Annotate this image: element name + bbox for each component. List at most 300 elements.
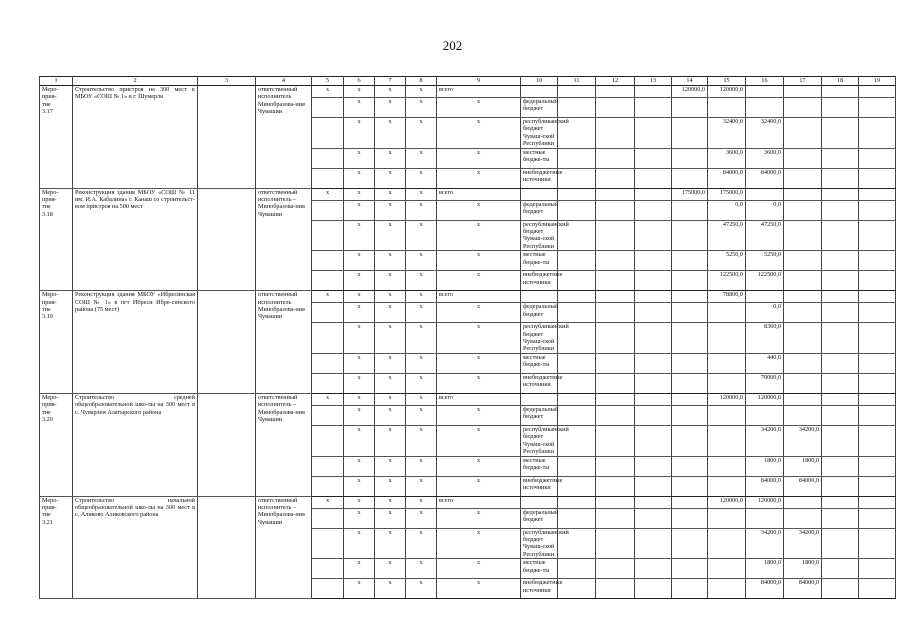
- empty-cell: [672, 579, 708, 599]
- x-mark-cell: x: [344, 251, 375, 271]
- column-number: 19: [859, 77, 896, 86]
- x-mark-cell: x: [344, 393, 375, 405]
- column-number: 18: [822, 77, 859, 86]
- x-mark-cell: x: [437, 508, 521, 528]
- empty-cell: [822, 393, 859, 405]
- x-mark-cell: x: [406, 251, 437, 271]
- x-mark-cell: x: [312, 86, 344, 98]
- empty-cell: [672, 456, 708, 476]
- empty-cell: [859, 188, 896, 200]
- amount-cell-16: 34200,0: [784, 528, 822, 559]
- x-mark-cell: x: [406, 425, 437, 456]
- empty-cell: [859, 425, 896, 456]
- empty-cell: [672, 168, 708, 188]
- empty-cell: [672, 508, 708, 528]
- empty-cell: [822, 456, 859, 476]
- column-number: 13: [635, 77, 672, 86]
- empty-cell: [635, 323, 672, 354]
- amount-cell-14: 32400,0: [708, 118, 746, 149]
- amount-cell-16: [784, 118, 822, 149]
- amount-cell-15: 1800,0: [746, 559, 784, 579]
- amount-cell-14: [672, 496, 708, 508]
- measure-name-cell: Строительство пристроя на 300 мест к МБОУ «СОШ № 1» в г. Шумерля: [73, 86, 198, 189]
- empty-cell: [822, 118, 859, 149]
- empty-cell: [635, 118, 672, 149]
- empty-cell: [635, 168, 672, 188]
- amount-cell-14: [708, 456, 746, 476]
- empty-cell: [596, 496, 635, 508]
- x-mark-cell: x: [344, 496, 375, 508]
- column-number: 12: [596, 77, 635, 86]
- x-mark-cell: x: [375, 393, 406, 405]
- x-mark-cell: x: [344, 579, 375, 599]
- empty-cell: [859, 496, 896, 508]
- empty-cell: [822, 291, 859, 303]
- x-mark-cell: x: [344, 220, 375, 251]
- funding-source-cell: местные бюдже-ты: [521, 456, 558, 476]
- x-mark-cell: x: [344, 98, 375, 118]
- executor-cell: [312, 353, 344, 373]
- amount-cell-15: 120000,0: [708, 393, 746, 405]
- amount-cell-16: 120000,0: [746, 393, 784, 405]
- empty-cell: [784, 393, 822, 405]
- column-number: 17: [784, 77, 822, 86]
- executor-cell: [312, 528, 344, 559]
- amount-cell-14: 3600,0: [708, 148, 746, 168]
- empty-cell: [558, 303, 596, 323]
- x-mark-cell: x: [406, 86, 437, 98]
- funding-source-cell: федеральный бюджет: [521, 98, 558, 118]
- empty-cell: [558, 456, 596, 476]
- empty-cell: [596, 579, 635, 599]
- empty-cell: [859, 508, 896, 528]
- x-mark-cell: x: [406, 271, 437, 291]
- x-mark-cell: x: [437, 251, 521, 271]
- x-mark-cell: x: [344, 200, 375, 220]
- x-mark-cell: x: [375, 148, 406, 168]
- column-number: 2: [73, 77, 198, 86]
- empty-cell: [672, 476, 708, 496]
- empty-cell: [596, 528, 635, 559]
- executor-cell: [312, 373, 344, 393]
- amount-cell-14: [672, 291, 708, 303]
- x-mark-cell: x: [375, 496, 406, 508]
- empty-cell: [521, 496, 558, 508]
- empty-cell: [784, 188, 822, 200]
- empty-cell: [596, 323, 635, 354]
- x-mark-cell: x: [406, 200, 437, 220]
- empty-cell: [635, 528, 672, 559]
- empty-cell: [635, 303, 672, 323]
- x-mark-cell: x: [406, 456, 437, 476]
- x-mark-cell: x: [437, 98, 521, 118]
- empty-cell: [558, 271, 596, 291]
- amount-cell-15: 122500,0: [746, 271, 784, 291]
- x-mark-cell: x: [375, 405, 406, 425]
- amount-cell-16: [784, 271, 822, 291]
- empty-cell: [596, 271, 635, 291]
- empty-cell: [635, 148, 672, 168]
- empty-cell: [558, 291, 596, 303]
- amount-cell-15: 34200,0: [746, 425, 784, 456]
- amount-cell-14: [708, 98, 746, 118]
- empty-cell: [859, 353, 896, 373]
- empty-cell: [558, 476, 596, 496]
- column-number: 5: [312, 77, 344, 86]
- x-mark-cell: x: [406, 188, 437, 200]
- empty-cell: [822, 303, 859, 323]
- x-mark-cell: x: [437, 559, 521, 579]
- funding-source-cell: внебюджетные источники: [521, 168, 558, 188]
- x-mark-cell: x: [406, 323, 437, 354]
- empty-cell: [822, 353, 859, 373]
- amount-cell-15: 34200,0: [746, 528, 784, 559]
- x-mark-cell: x: [344, 373, 375, 393]
- column-number: 6: [344, 77, 375, 86]
- amount-cell-16: [784, 373, 822, 393]
- amount-cell-14: [708, 559, 746, 579]
- empty-cell: [859, 220, 896, 251]
- empty-cell: [672, 323, 708, 354]
- column-number: 8: [406, 77, 437, 86]
- amount-cell-16: [784, 323, 822, 354]
- amount-cell-14: [708, 405, 746, 425]
- x-mark-cell: x: [437, 271, 521, 291]
- column-3-cell: [198, 291, 256, 394]
- empty-cell: [672, 118, 708, 149]
- amount-cell-15: 84000,0: [746, 168, 784, 188]
- x-mark-cell: x: [375, 508, 406, 528]
- amount-cell-14: [708, 353, 746, 373]
- empty-cell: [596, 373, 635, 393]
- empty-cell: [672, 353, 708, 373]
- x-mark-cell: x: [375, 476, 406, 496]
- x-mark-cell: x: [375, 303, 406, 323]
- x-mark-cell: x: [375, 200, 406, 220]
- amount-cell-15: [746, 98, 784, 118]
- amount-cell-16: [784, 200, 822, 220]
- empty-cell: [822, 98, 859, 118]
- x-mark-cell: x: [312, 393, 344, 405]
- column-number: 4: [256, 77, 312, 86]
- empty-cell: [635, 393, 672, 405]
- amount-cell-14: [708, 476, 746, 496]
- amount-cell-16: 1800,0: [784, 456, 822, 476]
- amount-cell-16: [784, 220, 822, 251]
- empty-cell: [558, 559, 596, 579]
- empty-cell: [672, 271, 708, 291]
- empty-cell: [784, 86, 822, 98]
- empty-cell: [635, 353, 672, 373]
- x-mark-cell: x: [375, 353, 406, 373]
- empty-cell: [596, 118, 635, 149]
- x-mark-cell: x: [406, 353, 437, 373]
- x-mark-cell: x: [437, 148, 521, 168]
- executor-cell: [312, 200, 344, 220]
- empty-cell: [859, 200, 896, 220]
- empty-cell: [859, 456, 896, 476]
- empty-cell: [822, 251, 859, 271]
- executor-cell: [312, 456, 344, 476]
- table-row: [40, 188, 896, 200]
- empty-cell: [635, 373, 672, 393]
- empty-cell: [635, 200, 672, 220]
- empty-cell: [859, 476, 896, 496]
- x-mark-cell: x: [375, 291, 406, 303]
- empty-cell: [859, 86, 896, 98]
- column-number: 14: [672, 77, 708, 86]
- x-mark-cell: x: [344, 476, 375, 496]
- empty-cell: [558, 508, 596, 528]
- x-mark-cell: x: [406, 393, 437, 405]
- amount-cell-16: [746, 188, 784, 200]
- empty-cell: [822, 476, 859, 496]
- empty-cell: [859, 291, 896, 303]
- x-mark-cell: x: [344, 559, 375, 579]
- x-mark-cell: x: [375, 425, 406, 456]
- x-mark-cell: x: [375, 86, 406, 98]
- empty-cell: [521, 291, 558, 303]
- x-mark-cell: x: [437, 353, 521, 373]
- funding-source-cell: федеральный бюджет: [521, 508, 558, 528]
- x-mark-cell: x: [406, 148, 437, 168]
- amount-cell-16: [784, 148, 822, 168]
- x-mark-cell: x: [375, 528, 406, 559]
- empty-cell: [596, 559, 635, 579]
- x-mark-cell: x: [406, 528, 437, 559]
- x-mark-cell: x: [344, 528, 375, 559]
- executor-cell: [312, 118, 344, 149]
- x-mark-cell: x: [375, 118, 406, 149]
- x-mark-cell: x: [312, 291, 344, 303]
- empty-cell: [672, 559, 708, 579]
- x-mark-cell: x: [437, 200, 521, 220]
- empty-cell: [822, 405, 859, 425]
- amount-cell-15: 3600,0: [746, 148, 784, 168]
- empty-cell: [635, 86, 672, 98]
- table-row: [40, 86, 896, 98]
- funding-source-cell: внебюджетные источники: [521, 373, 558, 393]
- empty-cell: [635, 251, 672, 271]
- empty-cell: [596, 98, 635, 118]
- column-3-cell: [198, 496, 256, 599]
- amount-cell-16: [784, 405, 822, 425]
- empty-cell: [859, 271, 896, 291]
- column-number-row: [40, 77, 896, 86]
- amount-cell-15: 84000,0: [746, 579, 784, 599]
- amount-cell-14: 0,0: [708, 200, 746, 220]
- x-mark-cell: x: [375, 271, 406, 291]
- empty-cell: [672, 425, 708, 456]
- amount-cell-15: 84000,0: [746, 476, 784, 496]
- x-mark-cell: x: [437, 528, 521, 559]
- amount-cell-15: [746, 405, 784, 425]
- amount-cell-15: 0,0: [746, 303, 784, 323]
- executor-cell: [312, 98, 344, 118]
- empty-cell: [859, 559, 896, 579]
- executor-cell: [312, 271, 344, 291]
- amount-cell-16: [746, 291, 784, 303]
- table-row: [40, 496, 896, 508]
- x-mark-cell: x: [344, 271, 375, 291]
- x-mark-cell: x: [344, 405, 375, 425]
- measure-id-cell: Меро- прия- тие 3.21: [40, 496, 73, 599]
- empty-cell: [822, 323, 859, 354]
- x-mark-cell: x: [437, 579, 521, 599]
- empty-cell: [859, 528, 896, 559]
- empty-cell: [635, 98, 672, 118]
- table-body: [40, 77, 896, 599]
- x-mark-cell: x: [344, 148, 375, 168]
- x-mark-cell: x: [406, 118, 437, 149]
- amount-cell-14: [708, 425, 746, 456]
- executor-cell: ответственный исполнитель – Минобразова-ния Чувашии: [256, 188, 312, 291]
- empty-cell: [822, 508, 859, 528]
- x-mark-cell: x: [437, 118, 521, 149]
- empty-cell: [822, 496, 859, 508]
- amount-cell-14: [708, 303, 746, 323]
- empty-cell: [596, 86, 635, 98]
- x-mark-cell: x: [375, 373, 406, 393]
- x-mark-cell: x: [406, 559, 437, 579]
- executor-cell: [312, 251, 344, 271]
- x-mark-cell: x: [437, 373, 521, 393]
- amount-cell-15: 70000,0: [746, 373, 784, 393]
- empty-cell: [521, 393, 558, 405]
- empty-cell: [859, 323, 896, 354]
- funding-source-cell: всего: [437, 291, 521, 303]
- empty-cell: [672, 200, 708, 220]
- x-mark-cell: x: [344, 303, 375, 323]
- empty-cell: [635, 456, 672, 476]
- empty-cell: [596, 405, 635, 425]
- x-mark-cell: x: [437, 220, 521, 251]
- amount-cell-16: [784, 508, 822, 528]
- x-mark-cell: x: [375, 559, 406, 579]
- funding-source-cell: федеральный бюджет: [521, 303, 558, 323]
- table-row: [40, 393, 896, 405]
- amount-cell-15: 0,0: [746, 200, 784, 220]
- executor-cell: [312, 559, 344, 579]
- empty-cell: [558, 200, 596, 220]
- empty-cell: [596, 508, 635, 528]
- funding-source-cell: всего: [437, 86, 521, 98]
- measure-name-cell: Строительство начальной общеобразовательной шко-лы на 300 мест в с. Аликово Аликовского района: [73, 496, 198, 599]
- x-mark-cell: x: [406, 220, 437, 251]
- executor-cell: ответственный исполнитель – Минобразова-ния Чувашии: [256, 393, 312, 496]
- funding-source-cell: республиканский бюджет Чуваш-ской Республики: [521, 323, 558, 354]
- x-mark-cell: x: [375, 188, 406, 200]
- empty-cell: [635, 496, 672, 508]
- amount-cell-14: 47250,0: [708, 220, 746, 251]
- empty-cell: [635, 508, 672, 528]
- amount-cell-15: 32400,0: [746, 118, 784, 149]
- amount-cell-16: 120000,0: [746, 496, 784, 508]
- empty-cell: [558, 251, 596, 271]
- funding-source-cell: всего: [437, 188, 521, 200]
- empty-cell: [784, 291, 822, 303]
- x-mark-cell: x: [344, 168, 375, 188]
- executor-cell: [312, 405, 344, 425]
- empty-cell: [558, 405, 596, 425]
- empty-cell: [596, 220, 635, 251]
- empty-cell: [635, 220, 672, 251]
- column-number: 3: [198, 77, 256, 86]
- empty-cell: [859, 303, 896, 323]
- x-mark-cell: x: [406, 291, 437, 303]
- executor-cell: ответственный исполнитель Минобразова-ния Чувашии: [256, 291, 312, 394]
- table-row: [40, 291, 896, 303]
- funding-source-cell: федеральный бюджет: [521, 405, 558, 425]
- empty-cell: [822, 579, 859, 599]
- empty-cell: [822, 200, 859, 220]
- x-mark-cell: x: [344, 425, 375, 456]
- x-mark-cell: x: [375, 168, 406, 188]
- measure-id-cell: Меро- прия- тие 3.17: [40, 86, 73, 189]
- x-mark-cell: x: [375, 98, 406, 118]
- amount-cell-15: 120000,0: [708, 86, 746, 98]
- x-mark-cell: x: [437, 323, 521, 354]
- empty-cell: [596, 148, 635, 168]
- empty-cell: [635, 579, 672, 599]
- executor-cell: [312, 323, 344, 354]
- x-mark-cell: x: [406, 303, 437, 323]
- column-number: 16: [746, 77, 784, 86]
- x-mark-cell: x: [406, 168, 437, 188]
- empty-cell: [558, 373, 596, 393]
- empty-cell: [822, 168, 859, 188]
- x-mark-cell: x: [375, 323, 406, 354]
- empty-cell: [596, 188, 635, 200]
- empty-cell: [859, 168, 896, 188]
- amount-cell-14: [708, 373, 746, 393]
- column-3-cell: [198, 86, 256, 189]
- x-mark-cell: x: [344, 456, 375, 476]
- measure-id-cell: Меро- прия- тие 3.20: [40, 393, 73, 496]
- column-number: 11: [558, 77, 596, 86]
- amount-cell-15: 47250,0: [746, 220, 784, 251]
- measure-id-cell: Меро- прия- тие 3.18: [40, 188, 73, 291]
- column-number: 9: [437, 77, 521, 86]
- empty-cell: [558, 353, 596, 373]
- empty-cell: [672, 148, 708, 168]
- x-mark-cell: x: [437, 168, 521, 188]
- empty-cell: [822, 188, 859, 200]
- amount-cell-16: [784, 168, 822, 188]
- empty-cell: [635, 559, 672, 579]
- empty-cell: [596, 200, 635, 220]
- empty-cell: [596, 291, 635, 303]
- x-mark-cell: x: [406, 508, 437, 528]
- x-mark-cell: x: [406, 579, 437, 599]
- amount-cell-15: [746, 508, 784, 528]
- empty-cell: [822, 86, 859, 98]
- empty-cell: [558, 393, 596, 405]
- empty-cell: [859, 393, 896, 405]
- funding-source-cell: местные бюдже-ты: [521, 251, 558, 271]
- funding-source-cell: федеральный бюджет: [521, 200, 558, 220]
- empty-cell: [672, 220, 708, 251]
- measure-name-cell: Реконструкция здания МБОУ «СОШ № 11 им. И.А. Кабалина» г. Канаш со строительст-вом пристроя на 500 мест: [73, 188, 198, 291]
- executor-cell: [312, 168, 344, 188]
- empty-cell: [672, 373, 708, 393]
- amount-cell-14: [708, 508, 746, 528]
- empty-cell: [635, 476, 672, 496]
- amount-cell-16: [784, 303, 822, 323]
- empty-cell: [596, 353, 635, 373]
- funding-source-cell: внебюджетные источники: [521, 579, 558, 599]
- x-mark-cell: x: [406, 405, 437, 425]
